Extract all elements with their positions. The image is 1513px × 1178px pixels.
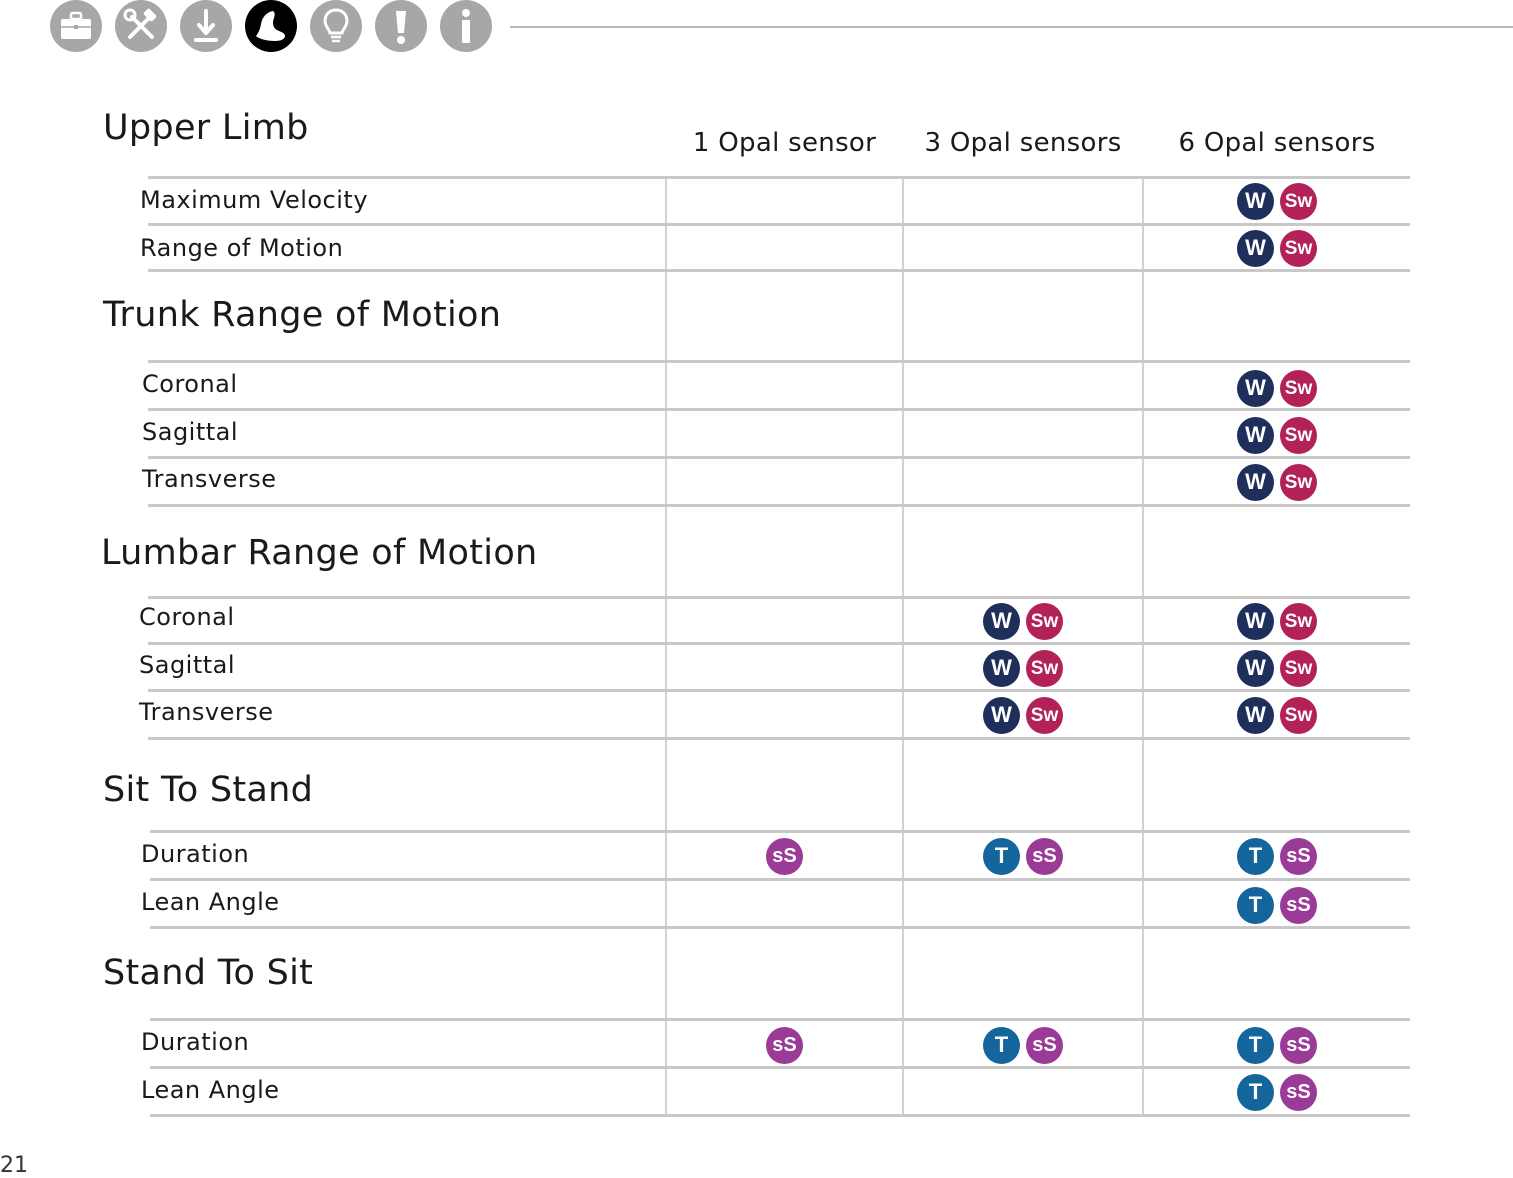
row-divider bbox=[148, 689, 1410, 692]
badge-w: W bbox=[983, 697, 1020, 734]
column-divider bbox=[1142, 178, 1144, 1116]
row-divider bbox=[150, 1018, 1410, 1021]
metric-cell bbox=[1143, 369, 1411, 407]
row-label: Duration bbox=[141, 1028, 250, 1056]
metric-cell bbox=[1143, 1073, 1411, 1111]
badge-t: T bbox=[1237, 1027, 1274, 1064]
metric-cell bbox=[903, 602, 1143, 640]
metric-cell bbox=[1143, 602, 1411, 640]
row-divider bbox=[148, 456, 1410, 459]
badge-w: W bbox=[1237, 417, 1274, 454]
nav-foot[interactable] bbox=[245, 0, 297, 52]
badge-ss: sS bbox=[1280, 1074, 1317, 1111]
badge-w: W bbox=[1237, 183, 1274, 220]
metric-cell bbox=[666, 837, 903, 875]
badge-ss: sS bbox=[1280, 887, 1317, 924]
row-divider bbox=[148, 176, 1410, 179]
badge-w: W bbox=[1237, 370, 1274, 407]
badge-sw: Sw bbox=[1280, 417, 1317, 454]
nav-tools[interactable] bbox=[115, 0, 167, 52]
metric-cell bbox=[1143, 1026, 1411, 1064]
row-divider bbox=[150, 1114, 1410, 1117]
row-divider bbox=[148, 408, 1410, 411]
row-divider bbox=[148, 737, 1410, 740]
badge-t: T bbox=[1237, 1074, 1274, 1111]
row-label: Lean Angle bbox=[141, 888, 280, 916]
badge-w: W bbox=[1237, 697, 1274, 734]
row-divider bbox=[148, 642, 1410, 645]
row-divider bbox=[150, 878, 1410, 881]
page-number: 21 bbox=[0, 1153, 28, 1178]
section-title-trunk-range-of-motion: Trunk Range of Motion bbox=[103, 295, 502, 335]
badge-w: W bbox=[983, 603, 1020, 640]
column-header-1-sensor: 1 Opal sensor bbox=[692, 128, 877, 158]
row-label: Transverse bbox=[139, 698, 274, 726]
section-title-upper-limb: Upper Limb bbox=[103, 108, 309, 148]
badge-ss: sS bbox=[1026, 1027, 1063, 1064]
row-label: Duration bbox=[141, 840, 250, 868]
column-divider bbox=[902, 178, 904, 1116]
section-title-sit-to-stand: Sit To Stand bbox=[103, 770, 314, 810]
row-divider bbox=[148, 360, 1410, 363]
row-label: Coronal bbox=[142, 370, 238, 398]
row-label: Range of Motion bbox=[140, 234, 344, 262]
badge-sw: Sw bbox=[1280, 370, 1317, 407]
section-title-stand-to-sit: Stand To Sit bbox=[103, 953, 314, 993]
nav-info[interactable] bbox=[440, 0, 492, 52]
tools-icon bbox=[123, 8, 159, 44]
badge-sw: Sw bbox=[1026, 697, 1063, 734]
badge-w: W bbox=[983, 650, 1020, 687]
row-divider bbox=[148, 504, 1410, 507]
badge-sw: Sw bbox=[1280, 603, 1317, 640]
badge-t: T bbox=[983, 838, 1020, 875]
badge-sw: Sw bbox=[1026, 650, 1063, 687]
nav-lightbulb[interactable] bbox=[310, 0, 362, 52]
badge-sw: Sw bbox=[1280, 183, 1317, 220]
metric-cell bbox=[903, 837, 1143, 875]
row-label: Sagittal bbox=[139, 651, 236, 679]
info-icon bbox=[459, 7, 473, 45]
metric-cell bbox=[903, 1026, 1143, 1064]
lightbulb-icon bbox=[321, 7, 351, 45]
section-title-lumbar-range-of-motion: Lumbar Range of Motion bbox=[101, 533, 538, 573]
badge-ss: sS bbox=[766, 1027, 803, 1064]
briefcase-icon bbox=[59, 11, 93, 41]
column-header-6-sensors: 6 Opal sensors bbox=[1178, 128, 1376, 158]
row-divider bbox=[150, 830, 1410, 833]
nav-download[interactable] bbox=[180, 0, 232, 52]
exclamation-icon bbox=[393, 7, 409, 45]
badge-ss: sS bbox=[1026, 838, 1063, 875]
row-label: Transverse bbox=[142, 465, 277, 493]
metric-cell bbox=[666, 1026, 903, 1064]
row-label: Sagittal bbox=[142, 418, 239, 446]
badge-ss: sS bbox=[1280, 1027, 1317, 1064]
metric-cell bbox=[1143, 416, 1411, 454]
badge-w: W bbox=[1237, 650, 1274, 687]
metric-cell bbox=[1143, 696, 1411, 734]
badge-ss: sS bbox=[766, 838, 803, 875]
badge-t: T bbox=[1237, 838, 1274, 875]
badge-w: W bbox=[1237, 464, 1274, 501]
column-divider bbox=[665, 178, 667, 1116]
metric-cell bbox=[1143, 837, 1411, 875]
badge-sw: Sw bbox=[1280, 230, 1317, 267]
badge-ss: sS bbox=[1280, 838, 1317, 875]
row-label: Maximum Velocity bbox=[140, 186, 369, 214]
badge-sw: Sw bbox=[1280, 697, 1317, 734]
nav-briefcase[interactable] bbox=[50, 0, 102, 52]
row-label: Lean Angle bbox=[141, 1076, 280, 1104]
metric-cell bbox=[1143, 182, 1411, 220]
column-header-3-sensors: 3 Opal sensors bbox=[924, 128, 1122, 158]
row-divider bbox=[148, 223, 1410, 226]
metric-cell bbox=[1143, 463, 1411, 501]
badge-t: T bbox=[1237, 887, 1274, 924]
nav-warning[interactable] bbox=[375, 0, 427, 52]
row-divider bbox=[148, 596, 1410, 599]
metric-cell bbox=[1143, 886, 1411, 924]
metric-cell bbox=[1143, 229, 1411, 267]
badge-sw: Sw bbox=[1026, 603, 1063, 640]
badge-w: W bbox=[1237, 230, 1274, 267]
badge-t: T bbox=[983, 1027, 1020, 1064]
badge-w: W bbox=[1237, 603, 1274, 640]
row-label: Coronal bbox=[139, 603, 235, 631]
badge-sw: Sw bbox=[1280, 650, 1317, 687]
metric-cell bbox=[903, 649, 1143, 687]
badge-sw: Sw bbox=[1280, 464, 1317, 501]
foot-icon bbox=[253, 8, 289, 44]
row-divider bbox=[150, 926, 1410, 929]
header-divider bbox=[510, 26, 1513, 28]
row-divider bbox=[148, 269, 1410, 272]
row-divider bbox=[150, 1066, 1410, 1069]
metric-cell bbox=[903, 696, 1143, 734]
download-icon bbox=[191, 8, 221, 44]
metric-cell bbox=[1143, 649, 1411, 687]
